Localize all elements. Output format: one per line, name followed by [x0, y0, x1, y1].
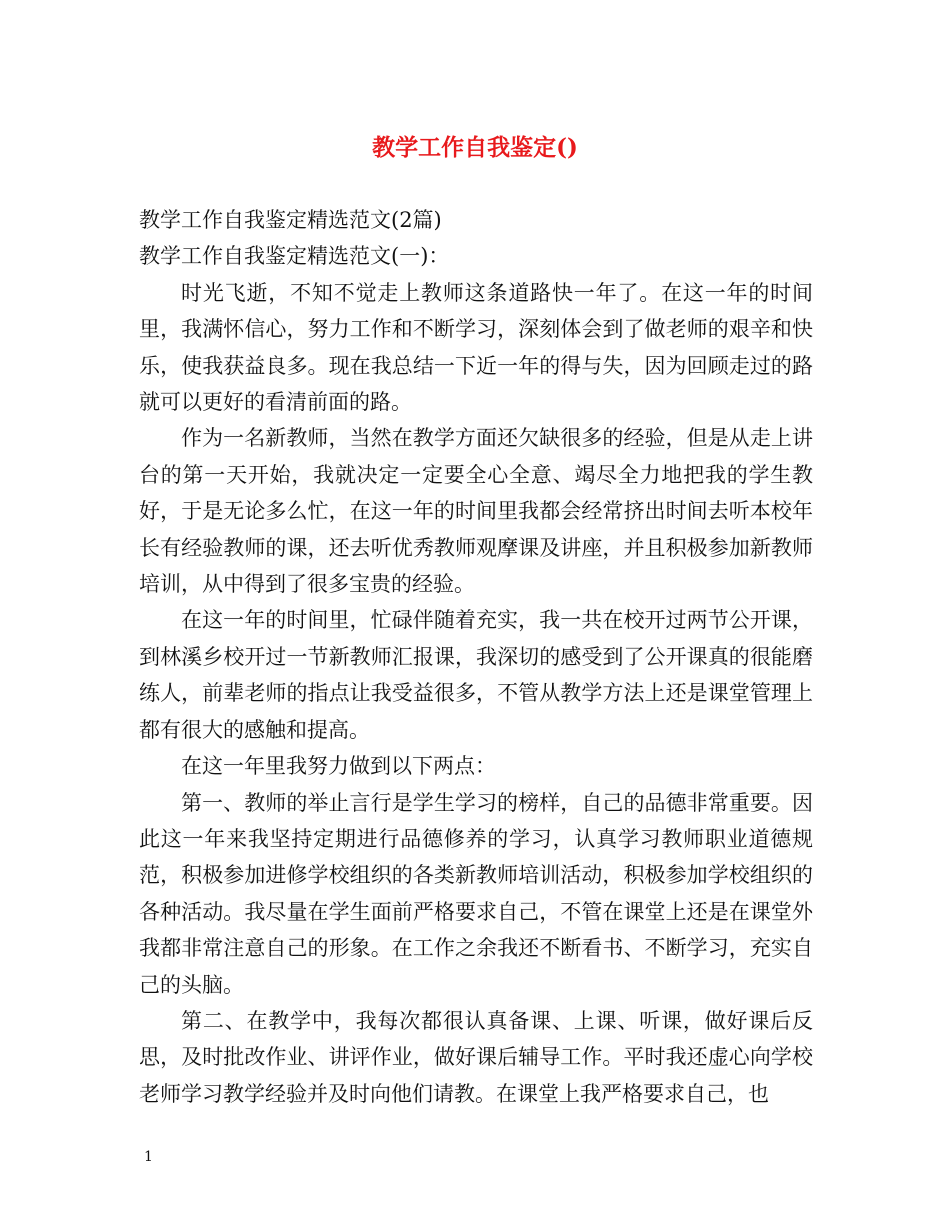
- document-body: [139, 202, 813, 1112]
- page-number: 1: [144, 1149, 153, 1165]
- paragraph: 作为一名新教师，当然在教学方面还欠缺很多的经验，但是从走上讲台的第一天开始，我就决定一定要全心全意、竭尽全力地把我的学生教好，于是无论多么忙，在这一年的时间里我都会经常挤出时间去听本校年长有经验教师的课，还去听优秀教师观摩课及讲座，并且积极参加新教师培训，从中得到了很多宝贵的经验。: [139, 426, 813, 597]
- document-title: 教学工作自我鉴定(): [372, 134, 578, 161]
- paragraph: 第一、教师的举止言行是学生学习的榜样，自己的品德非常重要。因此这一年来我坚持定期进行品德修养的学习，认真学习教师职业道德规范，积极参加进修学校组织的各类新教师培训活动，积极参加学校组织的各种活动。我尽量在学生面前严格要求自己，不管在课堂上还是在课堂外我都非常注意自己的形象。在工作之余我还不断看书、不断学习，充实自己的头脑。: [139, 790, 813, 997]
- paragraph: 在这一年里我努力做到以下两点：: [181, 754, 496, 779]
- subtitle-line: 教学工作自我鉴定精选范文(2篇): [139, 208, 442, 232]
- paragraph: 时光飞逝，不知不觉走上教师这条道路快一年了。在这一年的时间里，我满怀信心，努力工作和不断学习，深刻体会到了做老师的艰辛和快乐，使我获益良多。现在我总结一下近一年的得与失，因为回顾走过的路就可以更好的看清前面的路。: [139, 280, 813, 415]
- section-heading: 教学工作自我鉴定精选范文(一)：: [139, 244, 450, 269]
- paragraph: 第二、在教学中，我每次都很认真备课、上课、听课，做好课后反思，及时批改作业、讲评作业，做好课后辅导工作。平时我还虚心向学校老师学习教学经验并及时向他们请教。在课堂上我严格要求自己，也: [139, 1008, 813, 1106]
- paragraph: 在这一年的时间里，忙碌伴随着充实，我一共在校开过两节公开课，到林溪乡校开过一节新教师汇报课，我深切的感受到了公开课真的很能磨练人，前辈老师的指点让我受益很多，不管从教学方法上还是课堂管理上都有很大的感触和提高。: [139, 608, 813, 742]
